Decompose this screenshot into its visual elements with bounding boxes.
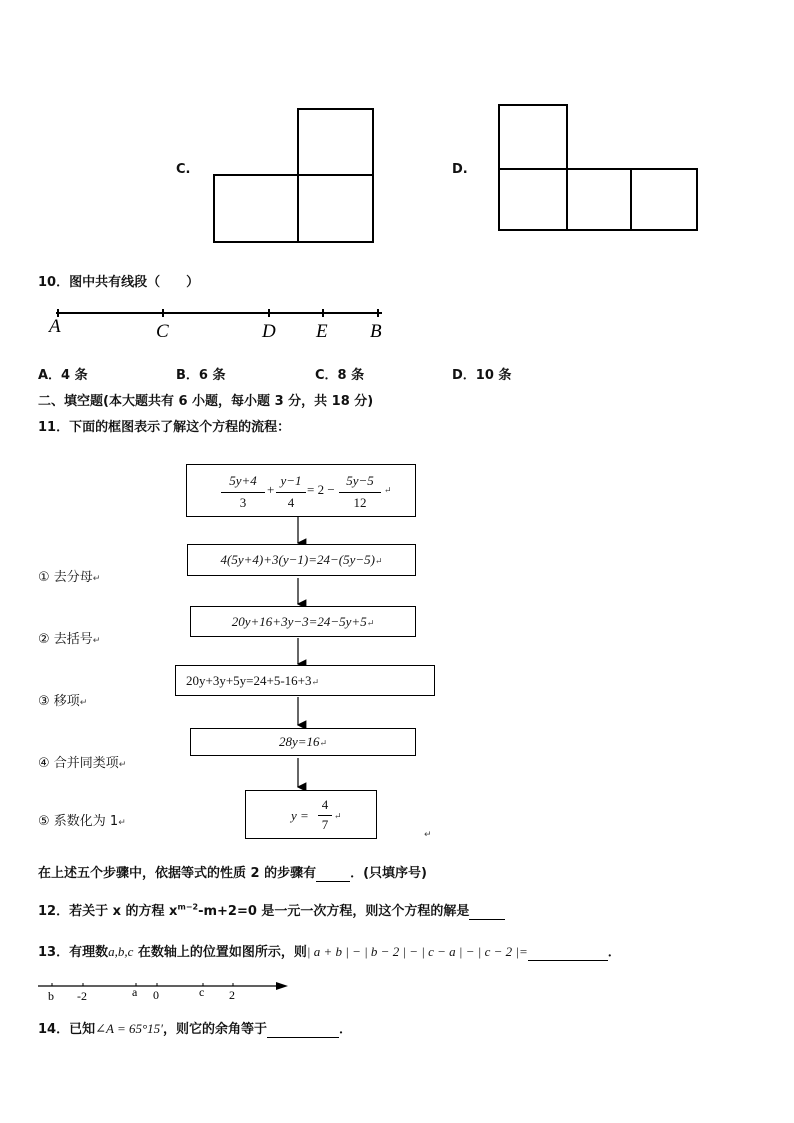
- q12-exponent: m−2: [177, 902, 199, 912]
- return-mark: ↵: [384, 485, 392, 495]
- q11-answer-tail: ．(只填序号): [350, 866, 427, 881]
- step4-equation: 28y=16: [278, 734, 320, 749]
- step-label-5: ⑤ 系数化为 1↵: [38, 814, 126, 829]
- q14-tail: ．: [339, 1022, 353, 1037]
- q13-mid: 在数轴上的位置如图所示，则: [133, 945, 307, 960]
- answer-blank[interactable]: [267, 1022, 339, 1038]
- answer-blank[interactable]: [316, 866, 350, 882]
- option-d-label: D.: [452, 162, 468, 177]
- denominator: 7: [321, 817, 329, 832]
- fraction: [221, 473, 265, 511]
- square: [297, 108, 374, 176]
- flow-box-step4: [190, 728, 416, 756]
- flow-box-step1: [187, 544, 416, 576]
- flow-box-step2: [190, 606, 416, 637]
- square: [566, 168, 632, 231]
- axis-label-a: a: [132, 985, 138, 999]
- step-label-4: ④ 合并同类项↵: [38, 756, 127, 771]
- answer-blank[interactable]: [469, 904, 505, 920]
- return-mark: ↵: [366, 618, 375, 628]
- q14-pre: 14．已知: [38, 1022, 96, 1037]
- number-line: [36, 976, 296, 1006]
- q14-post: ，则它的余角等于: [163, 1022, 268, 1037]
- segment-diagram: [40, 300, 400, 345]
- point-label-d: D: [262, 321, 276, 342]
- q12-post: -m+2=0 是一元一次方程，则这个方程的解是: [198, 904, 470, 919]
- step3-equation: 20y+3y+5y=24+5-16+3: [186, 673, 312, 688]
- numerator: 5y+4: [229, 473, 257, 488]
- point-label-e: E: [316, 321, 328, 342]
- q14-angle: ∠A = 65°15′: [95, 1021, 164, 1036]
- plus-sign: +: [267, 482, 275, 497]
- point-label-a: A: [49, 316, 61, 337]
- axis-label-2: 2: [229, 988, 235, 1002]
- return-mark: ↵: [334, 811, 342, 821]
- option-c-label: C.: [176, 162, 191, 177]
- q11-answer-text: 在上述五个步骤中，依据等式的性质 2 的步骤有: [38, 866, 317, 881]
- numerator: 5y−5: [346, 473, 374, 488]
- q10-option-a: A．4 条: [38, 368, 88, 383]
- square: [297, 174, 374, 243]
- return-mark: ↵: [424, 830, 432, 840]
- question-10: 10．图中共有线段（ ）: [38, 275, 200, 290]
- q13-expression: | a + b | − | b − 2 | − | c − a | − | c − 2 |=: [306, 944, 528, 959]
- denominator: 12: [353, 495, 367, 510]
- q13-pre: 13．有理数: [38, 945, 109, 960]
- q10-option-c: C．8 条: [315, 368, 365, 383]
- square: [213, 174, 299, 243]
- flow-box-step3: [175, 665, 435, 696]
- axis-label-minus2: -2: [77, 989, 87, 1003]
- flow-box-step5: [245, 790, 377, 839]
- fraction: [318, 797, 332, 833]
- q13-tail: ．: [607, 945, 621, 960]
- question-12: [38, 900, 505, 920]
- axis-label-c: c: [199, 985, 205, 999]
- return-mark: ↵: [374, 556, 383, 566]
- denominator: 4: [287, 495, 295, 510]
- step1-equation: 4(5y+4)+3(y−1)=24−(5y−5): [220, 552, 375, 567]
- question-11: 11．下面的框图表示了解这个方程的流程：: [38, 420, 291, 435]
- axis-label-b: b: [48, 989, 54, 1003]
- square: [498, 168, 568, 231]
- axis-arrowhead: [276, 982, 288, 990]
- fraction: [276, 473, 306, 511]
- fraction: [339, 473, 381, 511]
- numerator: 4: [321, 797, 329, 812]
- flow-box-equation: [186, 464, 416, 517]
- result-lhs: y =: [291, 808, 309, 823]
- answer-blank[interactable]: [528, 945, 608, 961]
- step-label-3: ③ 移项↵: [38, 694, 88, 709]
- return-mark: ↵: [319, 738, 328, 748]
- square: [630, 168, 698, 231]
- point-label-b: B: [370, 321, 382, 342]
- q13-vars: a,b,c: [108, 944, 134, 959]
- denominator: 3: [239, 495, 247, 510]
- equals-part: = 2 −: [307, 482, 335, 497]
- axis-label-0: 0: [153, 988, 159, 1002]
- square: [498, 104, 568, 170]
- return-mark: ↵: [311, 677, 320, 687]
- question-14: [38, 1018, 352, 1038]
- step-label-1: ① 去分母↵: [38, 570, 101, 585]
- numerator: y−1: [280, 473, 302, 488]
- q11-answer-prompt: [38, 862, 427, 882]
- q10-option-d: D．10 条: [452, 368, 512, 383]
- point-label-c: C: [156, 321, 169, 342]
- section-heading: 二、填空题(本大题共有 6 小题，每小题 3 分，共 18 分): [38, 394, 374, 409]
- q12-pre: 12．若关于 x 的方程 x: [38, 904, 178, 919]
- q10-option-b: B．6 条: [176, 368, 226, 383]
- step-label-2: ② 去括号↵: [38, 632, 101, 647]
- question-13: [38, 941, 621, 961]
- step2-equation: 20y+16+3y−3=24−5y+5: [231, 614, 367, 629]
